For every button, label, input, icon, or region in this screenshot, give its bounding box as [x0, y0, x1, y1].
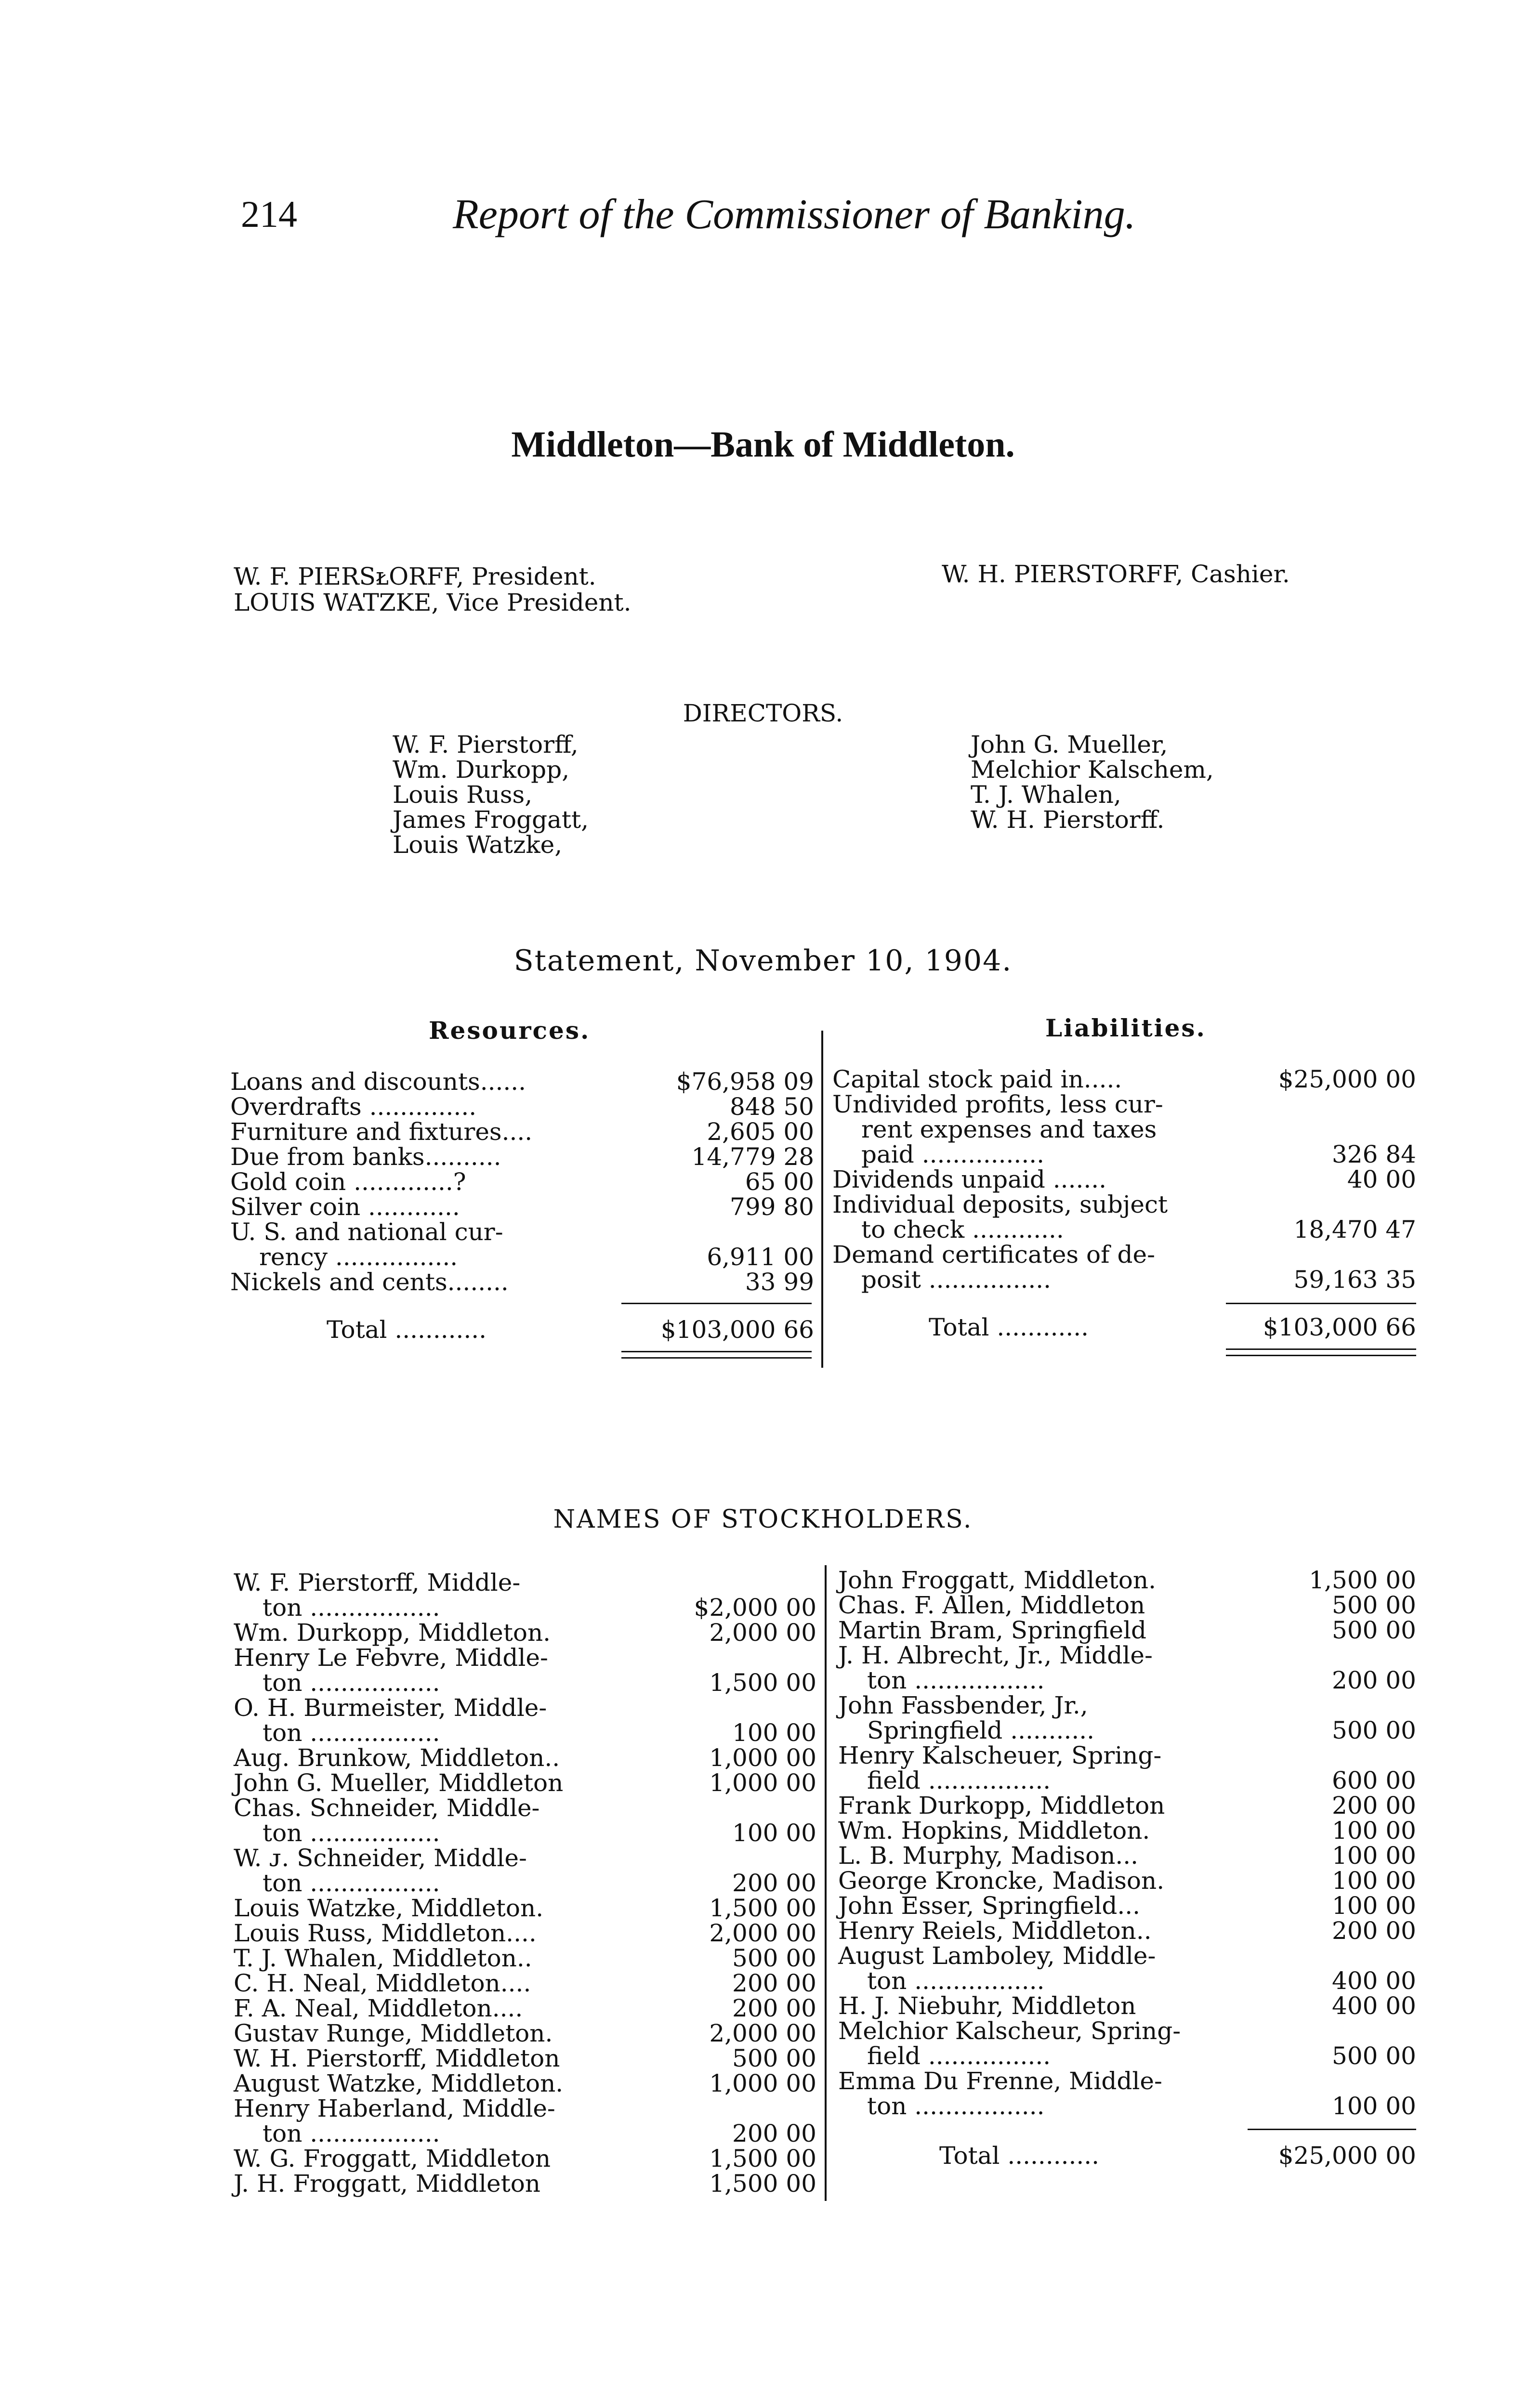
stockholder — [234, 2121, 816, 2146]
resources-total-row — [230, 1317, 814, 1342]
stockholder — [234, 1996, 816, 2021]
stockholder-label: ton ................. — [867, 2092, 1045, 2120]
stockholder-amount: 1,500 00 — [1309, 1566, 1416, 1594]
directors-right — [971, 732, 1214, 832]
stockholder — [838, 1943, 1416, 1968]
resource-item — [230, 1094, 814, 1119]
stockholder-amount: 2,000 00 — [709, 2019, 816, 2047]
stockholder — [838, 1918, 1416, 1943]
stockholder-amount: 2,000 00 — [709, 1919, 816, 1947]
resource-item-amount: $76,958 09 — [676, 1068, 814, 1096]
stockholder-label: John Froggatt, Middleton. — [838, 1566, 1157, 1594]
resource-item-label: Furniture and fixtures.... — [230, 1118, 533, 1146]
stockholder — [234, 2171, 816, 2196]
stockholder-amount: 2,000 00 — [709, 1619, 816, 1647]
stockholder — [838, 1668, 1416, 1693]
directors-left — [393, 732, 589, 857]
stockholder-amount: 500 00 — [1332, 1591, 1416, 1619]
stockholder-label: O. H. Burmeister, Middle- — [234, 1694, 547, 1722]
resource-item-label: U. S. and national cur- — [230, 1218, 503, 1246]
stockholder-amount: 200 00 — [732, 1969, 816, 1997]
stockholder-label: August Lamboley, Middle- — [838, 1942, 1156, 1970]
stockholder-label: ton ................. — [867, 1967, 1045, 1995]
stockholders-heading: NAMES OF STOCKHOLDERS. — [553, 1505, 973, 1534]
stockholder — [838, 1843, 1416, 1868]
stockholder — [838, 1818, 1416, 1843]
liability-item — [832, 1192, 1416, 1217]
liability-item — [832, 1142, 1416, 1167]
resources-heading: Resources. — [429, 1016, 591, 1045]
resource-item — [230, 1119, 814, 1144]
stockholder-label: W. H. Pierstorff, Middleton — [234, 2044, 560, 2072]
stockholder-amount: 1,500 00 — [709, 1669, 816, 1697]
liability-item-label: posit ................ — [861, 1266, 1052, 1294]
stockholder — [234, 1871, 816, 1896]
resource-item — [230, 1144, 814, 1169]
resource-item-label: rency ................ — [259, 1243, 458, 1271]
page-number: 214 — [241, 193, 297, 235]
director-name: John G. Mueller, — [971, 731, 1168, 759]
stockholder-amount: 100 00 — [732, 1719, 816, 1747]
stockholder-label: George Kroncke, Madison. — [838, 1867, 1165, 1895]
resources-double-rule-2 — [621, 1357, 812, 1359]
liabilities-total-row — [832, 1315, 1416, 1340]
director-name: W. H. Pierstorff. — [971, 806, 1165, 834]
stockholder-label: Louis Watzke, Middleton. — [234, 1894, 544, 1922]
stockholder-label: Emma Du Frenne, Middle- — [838, 2067, 1162, 2095]
stockholders-total-row — [838, 2143, 1416, 2168]
stockholder-amount: 1,000 00 — [709, 1769, 816, 1797]
resource-item-amount: 65 00 — [745, 1168, 814, 1196]
stockholder — [234, 1595, 816, 1620]
stockholder-label: Chas. Schneider, Middle- — [234, 1794, 540, 1822]
stockholders-left — [234, 1570, 816, 2196]
cashier: W. H. PIERSTORFF, Cashier. — [942, 560, 1290, 588]
stockholder-label: T. J. Whalen, Middleton.. — [234, 1944, 532, 1972]
statement-divider — [821, 1031, 823, 1368]
liability-item-amount: $25,000 00 — [1278, 1065, 1416, 1093]
stockholder — [838, 1743, 1416, 1768]
liabilities-double-rule-2 — [1226, 1355, 1416, 1356]
director-name: James Froggatt, — [393, 806, 589, 834]
stockholder-label: W. F. Pierstorff, Middle- — [234, 1569, 521, 1597]
stockholder-amount: 100 00 — [732, 1819, 816, 1847]
director-name: W. F. Pierstorff, — [393, 731, 579, 759]
stockholder — [838, 2094, 1416, 2119]
liability-item-label: Demand certificates of de- — [832, 1241, 1155, 1269]
stockholders-total: $25,000 00 — [1278, 2142, 1416, 2170]
stockholder-label: Louis Russ, Middleton.... — [234, 1919, 537, 1947]
stockholder-amount: 1,000 00 — [709, 1744, 816, 1772]
stockholder-amount: 100 00 — [1332, 1842, 1416, 1870]
stockholders-total-label: Total ............ — [939, 2142, 1100, 2170]
stockholder-label: ton ................. — [263, 1669, 440, 1697]
stockholder-label: C. H. Neal, Middleton.... — [234, 1969, 531, 1997]
stockholder — [838, 1993, 1416, 2018]
liability-item — [832, 1092, 1416, 1117]
stockholder — [234, 1921, 816, 1946]
stockholder — [234, 1845, 816, 1871]
liabilities-sum-rule — [1226, 1303, 1416, 1304]
stockholder-amount: 200 00 — [732, 2120, 816, 2147]
resource-item-label: Overdrafts .............. — [230, 1093, 477, 1121]
stockholder — [838, 1893, 1416, 1918]
bank-title: Middleton—Bank of Middleton. — [511, 424, 1015, 465]
director-name: Melchior Kalschem, — [971, 756, 1214, 784]
running-title: Report of the Commissioner of Banking. — [453, 191, 1136, 238]
stockholder — [234, 1971, 816, 1996]
resource-item-amount: 2,605 00 — [707, 1118, 814, 1146]
vice-president: LOUIS WATZKE, Vice President. — [234, 589, 631, 616]
stockholder — [234, 2046, 816, 2071]
stockholder — [234, 1670, 816, 1695]
officers-left — [234, 563, 631, 615]
stockholder — [838, 2018, 1416, 2043]
stockholder-amount: 1,500 00 — [709, 2145, 816, 2172]
resources-sum-rule — [621, 1303, 812, 1304]
stockholder-amount: 200 00 — [1332, 1917, 1416, 1945]
stockholder-amount: 100 00 — [1332, 1817, 1416, 1845]
liability-item — [832, 1242, 1416, 1267]
director-name: Wm. Durkopp, — [393, 756, 570, 784]
stockholder-amount: 1,500 00 — [709, 2170, 816, 2198]
stockholder-amount: 100 00 — [1332, 1892, 1416, 1920]
liability-item-label: paid ................ — [861, 1140, 1045, 1168]
stockholder-label: Henry Le Febvre, Middle- — [234, 1644, 548, 1672]
stockholder-label: August Watzke, Middleton. — [234, 2069, 564, 2097]
stockholder — [234, 1770, 816, 1795]
stockholder — [234, 2021, 816, 2046]
stockholder-label: ton ................. — [867, 1666, 1045, 1694]
stockholder-label: Wm. Durkopp, Middleton. — [234, 1619, 551, 1647]
resource-item-amount: 848 50 — [730, 1093, 814, 1121]
stockholder-amount: 500 00 — [1332, 1616, 1416, 1644]
stockholder-label: Martin Bram, Springfield — [838, 1616, 1147, 1644]
stockholder — [234, 1795, 816, 1820]
director-name: Louis Watzke, — [393, 831, 563, 859]
stockholder-amount: 500 00 — [1332, 2042, 1416, 2070]
resource-item — [230, 1169, 814, 1194]
liability-item — [832, 1067, 1416, 1092]
stockholder-label: ton ................. — [263, 1594, 440, 1622]
stockholder — [838, 1693, 1416, 1718]
stockholder-label: John Esser, Springfield... — [838, 1892, 1141, 1920]
president: W. F. PIERSᴌORFF, President. — [234, 563, 596, 590]
stockholder — [234, 1946, 816, 1971]
stockholder — [234, 1695, 816, 1720]
resource-item — [230, 1269, 814, 1295]
stockholder — [838, 1968, 1416, 1993]
stockholder-label: Henry Haberland, Middle- — [234, 2094, 555, 2122]
stockholder — [838, 1793, 1416, 1818]
resource-item-label: Due from banks.......... — [230, 1143, 501, 1171]
resource-item — [230, 1069, 814, 1094]
stockholder-label: ton ................. — [263, 1719, 440, 1747]
liability-item-label: to check ............ — [861, 1216, 1064, 1243]
resource-item-label: Silver coin ............ — [230, 1193, 460, 1221]
liability-item — [832, 1267, 1416, 1292]
stockholder — [838, 1568, 1416, 1593]
stockholder-label: ton ................. — [263, 1869, 440, 1897]
stockholders-sum-rule — [1248, 2129, 1416, 2130]
stockholder-label: W. G. Froggatt, Middleton — [234, 2145, 551, 2172]
liability-item-amount: 40 00 — [1347, 1165, 1416, 1193]
stockholder-amount: 200 00 — [732, 1869, 816, 1897]
stockholder-label: W. ᴊ. Schneider, Middle- — [234, 1844, 527, 1872]
stockholder-label: John G. Mueller, Middleton — [234, 1769, 564, 1797]
stockholder-label: Aug. Brunkow, Middleton.. — [234, 1744, 560, 1772]
liability-item-amount: 326 84 — [1332, 1140, 1416, 1168]
stockholder-amount: 400 00 — [1332, 1967, 1416, 1995]
stockholder-label: J. H. Albrecht, Jr., Middle- — [838, 1641, 1153, 1669]
director-name: Louis Russ, — [393, 781, 533, 809]
stockholder-label: field ................ — [867, 1767, 1051, 1794]
stockholder-label: L. B. Murphy, Madison... — [838, 1842, 1139, 1870]
resource-item-amount: 14,779 28 — [691, 1143, 814, 1171]
liability-item-label: Individual deposits, subject — [832, 1191, 1168, 1218]
stockholder-label: John Fassbender, Jr., — [838, 1691, 1088, 1719]
stockholder-label: F. A. Neal, Middleton.... — [234, 1994, 523, 2022]
liability-item-label: rent expenses and taxes — [861, 1115, 1157, 1143]
stockholder-label: Springfield ........... — [867, 1716, 1095, 1744]
resource-item — [230, 1244, 814, 1269]
stockholder-amount: 1,500 00 — [709, 1894, 816, 1922]
resource-item-amount: 6,911 00 — [707, 1243, 814, 1271]
stockholder-label: H. J. Niebuhr, Middleton — [838, 1992, 1136, 2020]
liabilities-list — [832, 1067, 1416, 1292]
liability-item-label: Dividends unpaid ....... — [832, 1165, 1107, 1193]
stockholder — [838, 1618, 1416, 1643]
liability-item — [832, 1217, 1416, 1242]
stockholder — [234, 1645, 816, 1670]
stockholder-label: Chas. F. Allen, Middleton — [838, 1591, 1145, 1619]
stockholder — [838, 1593, 1416, 1618]
liability-item-label: Capital stock paid in..... — [832, 1065, 1122, 1093]
stockholder — [234, 1745, 816, 1770]
liability-item-amount: 59,163 35 — [1293, 1266, 1416, 1294]
stockholder-amount: 200 00 — [1332, 1666, 1416, 1694]
stockholder-label: Melchior Kalscheur, Spring- — [838, 2017, 1181, 2045]
stockholder — [234, 1820, 816, 1845]
stockholder-amount: 400 00 — [1332, 1992, 1416, 2020]
statement-title: Statement, November 10, 1904. — [513, 944, 1013, 978]
stockholders-right — [838, 1568, 1416, 2119]
stockholder — [234, 1570, 816, 1595]
stockholder-label: Wm. Hopkins, Middleton. — [838, 1817, 1150, 1845]
stockholder-label: ton ................. — [263, 2120, 440, 2147]
stockholder-label: field ................ — [867, 2042, 1051, 2070]
stockholder — [838, 2043, 1416, 2068]
liability-item-amount: 18,470 47 — [1293, 1216, 1416, 1243]
resource-item-label: Loans and discounts...... — [230, 1068, 526, 1096]
liability-item — [832, 1117, 1416, 1142]
resources-list — [230, 1069, 814, 1295]
stockholder — [234, 2146, 816, 2171]
stockholder — [838, 1868, 1416, 1893]
resources-total-label: Total ............ — [327, 1316, 487, 1344]
stockholder — [234, 1720, 816, 1745]
stockholder — [838, 2068, 1416, 2094]
liabilities-total-label: Total ............ — [929, 1313, 1089, 1341]
resources-total: $103,000 66 — [660, 1316, 814, 1344]
stockholder-amount: 1,000 00 — [709, 2069, 816, 2097]
resource-item — [230, 1219, 814, 1244]
liabilities-double-rule-1 — [1226, 1348, 1416, 1350]
resource-item-label: Nickels and cents........ — [230, 1268, 509, 1296]
stockholder — [234, 2096, 816, 2121]
stockholder-amount: 100 00 — [1332, 1867, 1416, 1895]
director-name: T. J. Whalen, — [971, 781, 1121, 809]
stockholder-amount: 200 00 — [732, 1994, 816, 2022]
stockholder-label: Frank Durkopp, Middleton — [838, 1792, 1165, 1819]
stockholders-divider — [825, 1565, 827, 2201]
stockholder-label: Gustav Runge, Middleton. — [234, 2019, 553, 2047]
stockholder-amount: 600 00 — [1332, 1767, 1416, 1794]
liabilities-heading: Liabilities. — [1045, 1014, 1206, 1042]
resources-double-rule-1 — [621, 1351, 812, 1352]
stockholder — [838, 1718, 1416, 1743]
stockholder — [234, 1896, 816, 1921]
stockholder — [234, 2071, 816, 2096]
liabilities-total: $103,000 66 — [1263, 1313, 1416, 1341]
stockholder-amount: 500 00 — [732, 1944, 816, 1972]
directors-heading: DIRECTORS. — [683, 699, 843, 727]
resource-item-amount: 799 80 — [730, 1193, 814, 1221]
stockholder-amount: 500 00 — [1332, 1716, 1416, 1744]
stockholder-amount: 500 00 — [732, 2044, 816, 2072]
liability-item-label: Undivided profits, less cur- — [832, 1090, 1163, 1118]
stockholder-label: Henry Reiels, Middleton.. — [838, 1917, 1152, 1945]
stockholder-amount: 100 00 — [1332, 2092, 1416, 2120]
stockholder-label: Henry Kalscheuer, Spring- — [838, 1741, 1162, 1769]
stockholder — [838, 1643, 1416, 1668]
resource-item — [230, 1194, 814, 1219]
stockholder-label: ton ................. — [263, 1819, 440, 1847]
stockholder — [234, 1620, 816, 1645]
resource-item-amount: 33 99 — [745, 1268, 814, 1296]
stockholder — [838, 1768, 1416, 1793]
resource-item-label: Gold coin .............? — [230, 1168, 466, 1196]
stockholder-label: J. H. Froggatt, Middleton — [234, 2170, 541, 2198]
stockholder-amount: 200 00 — [1332, 1792, 1416, 1819]
stockholder-amount: $2,000 00 — [694, 1594, 816, 1622]
liability-item — [832, 1167, 1416, 1192]
